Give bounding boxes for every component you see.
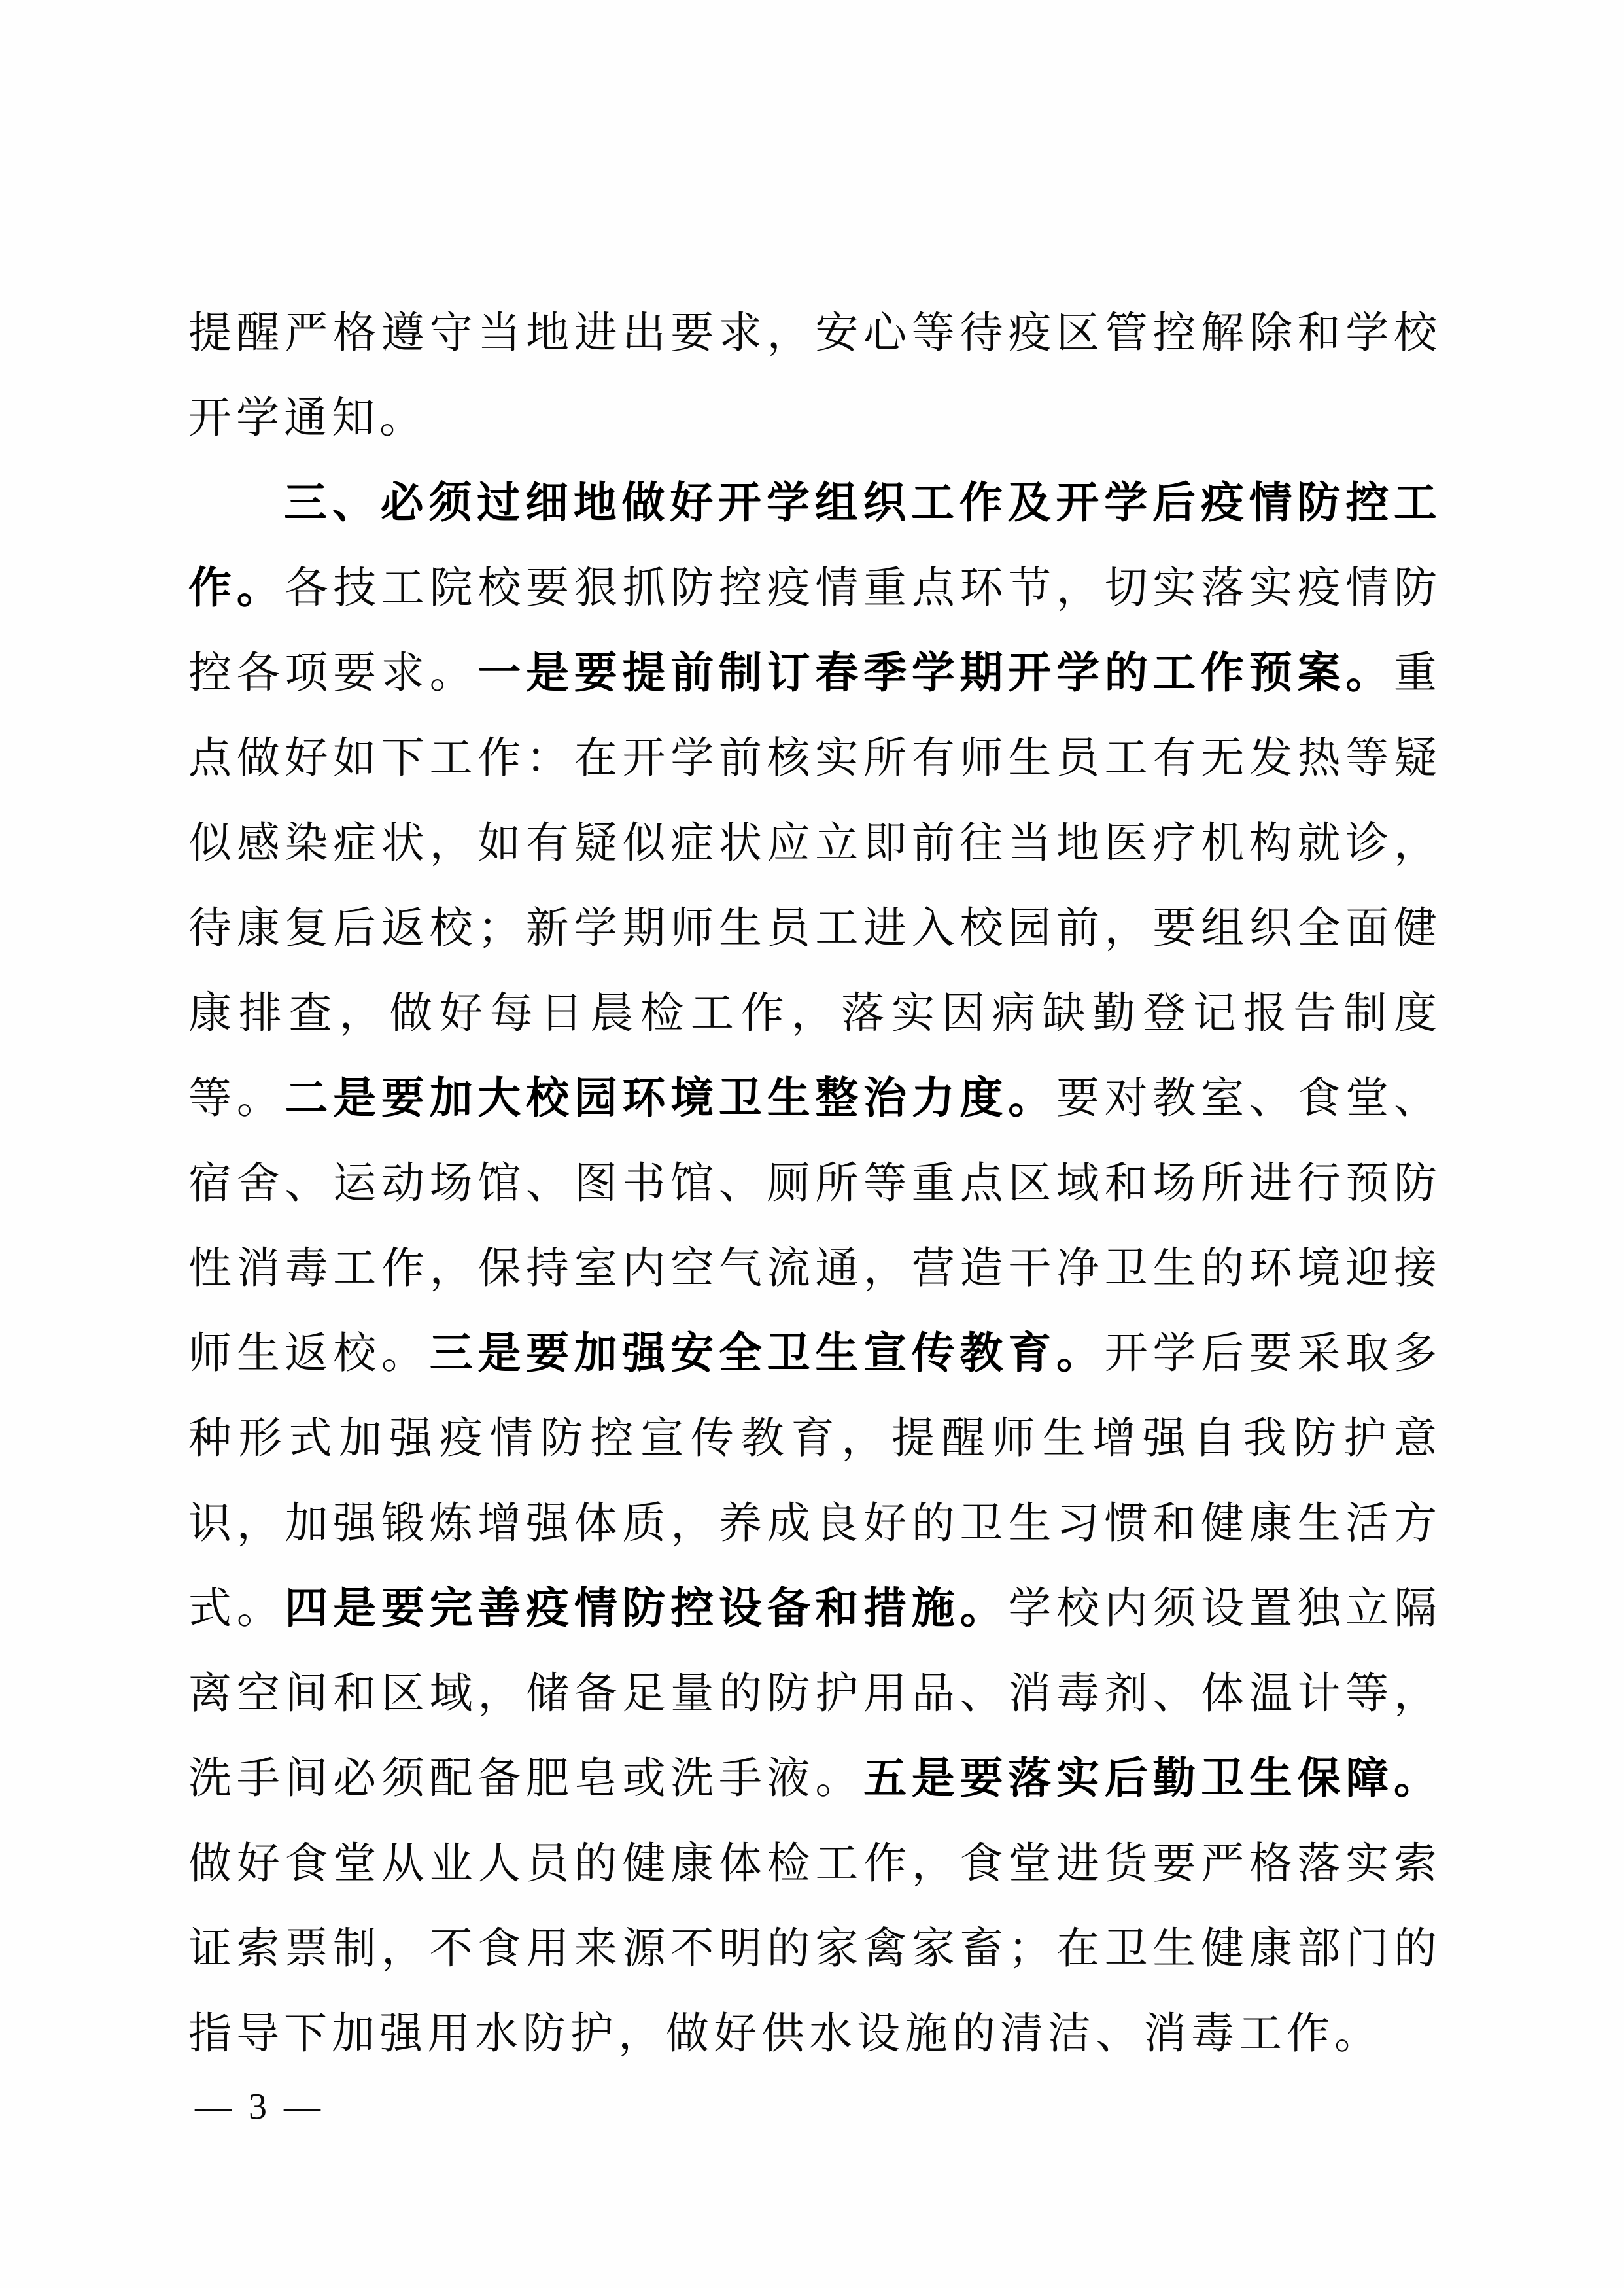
point-three-heading: 三是要加强安全卫生宣传教育。 [429,1330,1105,1378]
body-text-run: 开学后要采取多种形式加强疫情防控宣传教育，提醒师生增强自我防护意识，加强锻炼增强体质，养成良好的卫生习惯和健康生活方式。 [188,1330,1442,1633]
point-one-heading: 一是要提前制订春季学期开学的工作预案。 [477,650,1394,697]
point-five-heading: 五是要落实后勤卫生保障。 [863,1755,1442,1803]
body-text-run: 重点做好如下工作：在开学前核实所有师生员工有无发热等疑似感染症状，如有疑似症状应立即前往当地医疗机构就诊，待康复后返校；新学期师生员工进入校园前，要组织全面健康排查，做好每日晨检工作，落实因病缺勤登记报告制度等。 [188,650,1442,1122]
point-two-heading: 二是要加大校园环境卫生整治力度。 [285,1075,1056,1122]
body-text-run: 要对教室、食堂、宿舍、运动场馆、图书馆、厕所等重点区域和场所进行预防性消毒工作，保持室内空气流通，营造干净卫生的环境迎接师生返校。 [188,1075,1442,1378]
point-four-heading: 四是要完善疫情防控设备和措施。 [285,1585,1009,1633]
body-text-run: 做好食堂从业人员的健康体检工作，食堂进货要严格落实索证索票制，不食用来源不明的家禽家畜；在卫生健康部门的指导下加强用水防护，做好供水设施的清洁、消毒工作。 [188,1840,1442,2058]
section-three-heading: 三、必须过细地做好开学组织工作及开学后疫情防控工作。 [188,479,1442,612]
paragraph-section-three [188,461,1442,2077]
body-text-run: 提醒严格遵守当地进出要求，安心等待疫区管控解除和学校开学通知。 [188,309,1442,442]
page-number: — 3 — [195,2087,324,2127]
body-text-run: 学校内须设置独立隔离空间和区域，储备足量的防护用品、消毒剂、体温计等，洗手间必须配备肥皂或洗手液。 [188,1585,1442,1803]
document-body [188,291,1442,2077]
body-text-run: 各技工院校要狠抓防控疫情重点环节，切实落实疫情防控各项要求。 [188,564,1442,697]
paragraph-continuation [188,291,1442,461]
